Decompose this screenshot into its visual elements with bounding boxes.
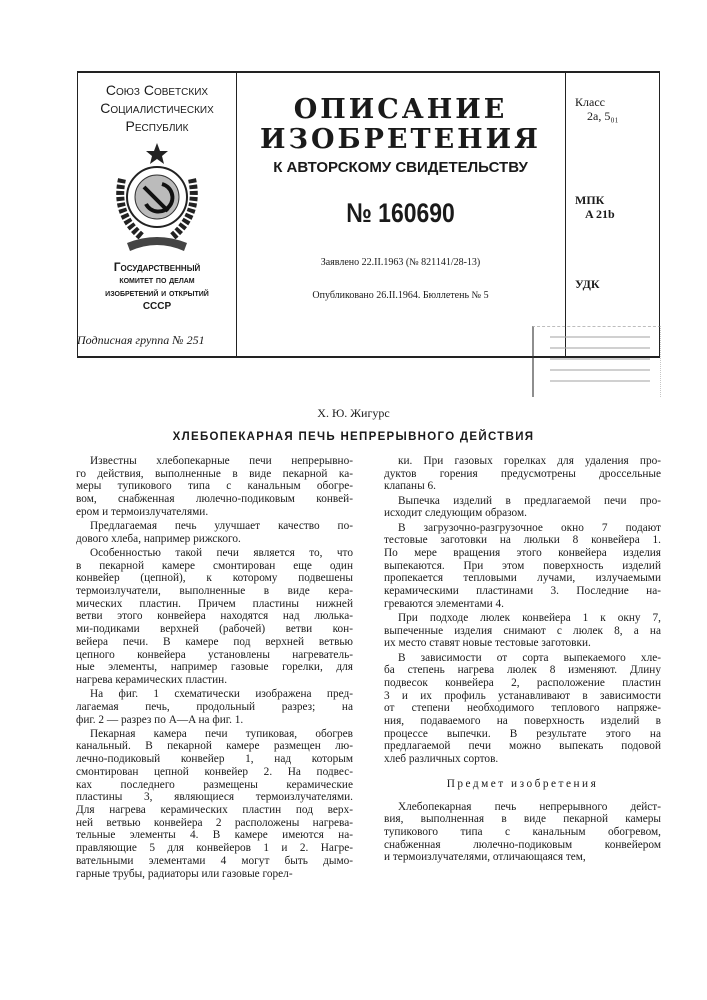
paragraph	[384, 455, 661, 493]
text-line: меры тупикового типа с канальным обогре-	[76, 480, 353, 493]
committee-line: СССР	[78, 300, 236, 313]
text-line: их место ставят новые тестовые заготовки.	[384, 637, 661, 650]
document-title-2: ИЗОБРЕТЕНИЯ	[236, 125, 565, 155]
mpk-label: МПК	[575, 193, 615, 207]
right-column	[384, 455, 661, 866]
text-line: дового хлеба, например рижского.	[76, 533, 353, 546]
text-line: канальный. В пекарной камере размещен лю-	[76, 740, 353, 753]
text-line: правляющие 5 для конвейеров 1 и 2. Нагре-	[76, 842, 353, 855]
text-line: Особенностью такой печи является то, что	[76, 547, 353, 560]
paragraph	[384, 612, 661, 650]
text-line: го действия, выполненные в виде пекарной ка-	[76, 468, 353, 481]
text-line: тестовые заготовки на люльки 8 конвейера 1.	[384, 534, 661, 547]
text-line: Известны хлебопекарные печи непрерывно-	[76, 455, 353, 468]
text-line: При подходе люлек конвейера 1 к окну 7,	[384, 612, 661, 625]
state-emblem-icon	[102, 139, 212, 257]
text-line: вом, снабженная люлечно-подиковым конвей-	[76, 493, 353, 506]
text-line: ми-подиками верхней (рабочей) ветви кон-	[76, 623, 353, 636]
text-line: Хлебопекарная печь непрерывного дейст-	[384, 801, 661, 814]
country-line: Республик	[78, 117, 236, 135]
text-line: По мере вращения этого конвейера изделия	[384, 547, 661, 560]
text-line: Выпечка изделий в предлагаемой печи про-	[384, 495, 661, 508]
text-line: термоизлучатели, выполненные в виде кера-	[76, 585, 353, 598]
text-line: конвейер (цепной), к которому подвешены	[76, 572, 353, 585]
mpk-value: A 21b	[575, 207, 615, 221]
text-line: в пекарной камере смонтирован еще один	[76, 560, 353, 573]
text-line: ки. При газовых горелках для удаления про-	[384, 455, 661, 468]
title-cell	[236, 73, 566, 356]
text-line: хлеб различных сортов.	[384, 753, 661, 766]
paragraph	[76, 455, 353, 519]
invention-title: ХЛЕБОПЕКАРНАЯ ПЕЧЬ НЕПРЕРЫВНОГО ДЕЙСТВИЯ	[0, 431, 707, 443]
text-line: снабженная люлечно-подиковым конвейером	[384, 839, 661, 852]
text-line: 3 и их профиль устанавливают в зависимости	[384, 690, 661, 703]
text-line: клапаны 6.	[384, 480, 661, 493]
text-line: На фиг. 1 схематически изображена пред-	[76, 688, 353, 701]
text-line: ках последнего размещены керамические	[76, 779, 353, 792]
text-line: пропекается тепловыми лучами, излучаемыми	[384, 572, 661, 585]
text-line: ней ветвью конвейера 2 расположены нагрева-	[76, 817, 353, 830]
text-line: нагрева керамических пластин.	[76, 674, 353, 687]
country-name	[78, 81, 236, 135]
text-line: дуктов горения предусмотрены дроссельные	[384, 468, 661, 481]
text-line: ба степень нагрева люлек 8 изменяют. Длину	[384, 664, 661, 677]
author: Х. Ю. Жигурс	[0, 406, 707, 421]
paragraph	[76, 688, 353, 726]
document-subtitle: К АВТОРСКОМУ СВИДЕТЕЛЬСТВУ	[236, 159, 565, 176]
paragraph	[384, 522, 661, 611]
text-line: Пекарная камера печи тупиковая, обогрев	[76, 728, 353, 741]
text-line: тельные элементы 4. В камере имеются на-	[76, 829, 353, 842]
paragraph	[76, 520, 353, 545]
text-line: пластины 3, являющиеся термоизлучателями.	[76, 791, 353, 804]
text-line: ные элементы, например газовые горелки, для	[76, 661, 353, 674]
class-label: Класс	[575, 95, 659, 109]
text-line: процессе выпечки. В результате этого на	[384, 728, 661, 741]
text-line: лечно-подиковый конвейер 1, над которым	[76, 753, 353, 766]
text-line: керамическими пластинами 3. Последние на-	[384, 585, 661, 598]
paragraph	[384, 801, 661, 865]
claims-heading: Предмет изобретения	[384, 778, 661, 791]
text-line: цепного конвейера установлены нагреватель-	[76, 649, 353, 662]
text-line: подвесок конвейера 2, расположение пластин	[384, 677, 661, 690]
library-stamp	[532, 326, 661, 397]
text-line: вия, выполненная в виде пекарной камеры	[384, 813, 661, 826]
text-line: смонтирован цепной конвейер 2. На подвес-	[76, 766, 353, 779]
header-box	[77, 71, 660, 358]
text-line: предлагаемой печи можно выпекать подовой	[384, 740, 661, 753]
text-line: В зависимости от сорта выпекаемого хле-	[384, 652, 661, 665]
paragraph	[76, 728, 353, 880]
text-line: Предлагаемая печь улучшает качество по-	[76, 520, 353, 533]
text-line: вательными элементами 4 могут быть дымо-	[76, 855, 353, 868]
left-column	[76, 455, 353, 882]
text-line: гарные трубы, радиаторы или газовые горел-	[76, 868, 353, 881]
text-line: греваются элементами 4.	[384, 598, 661, 611]
paragraph	[384, 652, 661, 766]
country-line: Социалистических	[78, 99, 236, 117]
paragraph	[76, 547, 353, 687]
text-line: выпеченные изделия снимают с люлек 8, а на	[384, 625, 661, 638]
document-title: ОПИСАНИЕ	[236, 95, 565, 125]
text-line: ния, подаваемого на поверхность изделий в	[384, 715, 661, 728]
text-line: фиг. 2 — разрез по A—A на фиг. 1.	[76, 714, 353, 727]
country-line: Союз Советских	[78, 81, 236, 99]
description-continued	[384, 455, 661, 766]
text-line: ветви этого конвейера находятся над люлька-	[76, 610, 353, 623]
text-line: В загрузочно-разгрузочное окно 7 подают	[384, 522, 661, 535]
text-line: лагаемая печь, продольный разрез; на	[76, 701, 353, 714]
text-line: выпекаются. При этом поверхность изделий	[384, 560, 661, 573]
text-line: исходит следующим образом.	[384, 507, 661, 520]
text-line: мических пластин. Причем пластины нижней	[76, 598, 353, 611]
certificate-number: № 160690	[261, 198, 541, 229]
filed-date: Заявлено 22.II.1963 (№ 821141/28-13)	[236, 257, 565, 268]
text-line: тупикового типа с канальным обогревом,	[384, 826, 661, 839]
claims-text	[384, 801, 661, 865]
paragraph	[384, 495, 661, 520]
udk-label: УДК	[575, 277, 600, 292]
issuer-cell	[78, 73, 237, 356]
text-line: вейера печи. В камере под верхней ветвью	[76, 636, 353, 649]
classification-cell	[565, 73, 659, 356]
committee-line: комитет по делам	[78, 274, 236, 287]
text-line: и термоизлучателями, отличающаяся тем,	[384, 851, 661, 864]
text-line: ером и термоизлучателями.	[76, 506, 353, 519]
published-date: Опубликовано 26.II.1964. Бюллетень № 5	[236, 290, 565, 301]
committee-line: изобретений и открытий	[78, 287, 236, 300]
class-value: 2а, 5₀₁	[575, 109, 659, 123]
text-line: Для нагрева керамических пластин под верх-	[76, 804, 353, 817]
subscription-group: Подписная группа № 251	[77, 333, 205, 348]
committee-name	[78, 261, 236, 313]
text-line: от степени необходимого теплового напряже-	[384, 702, 661, 715]
committee-line: Государственный	[78, 261, 236, 274]
